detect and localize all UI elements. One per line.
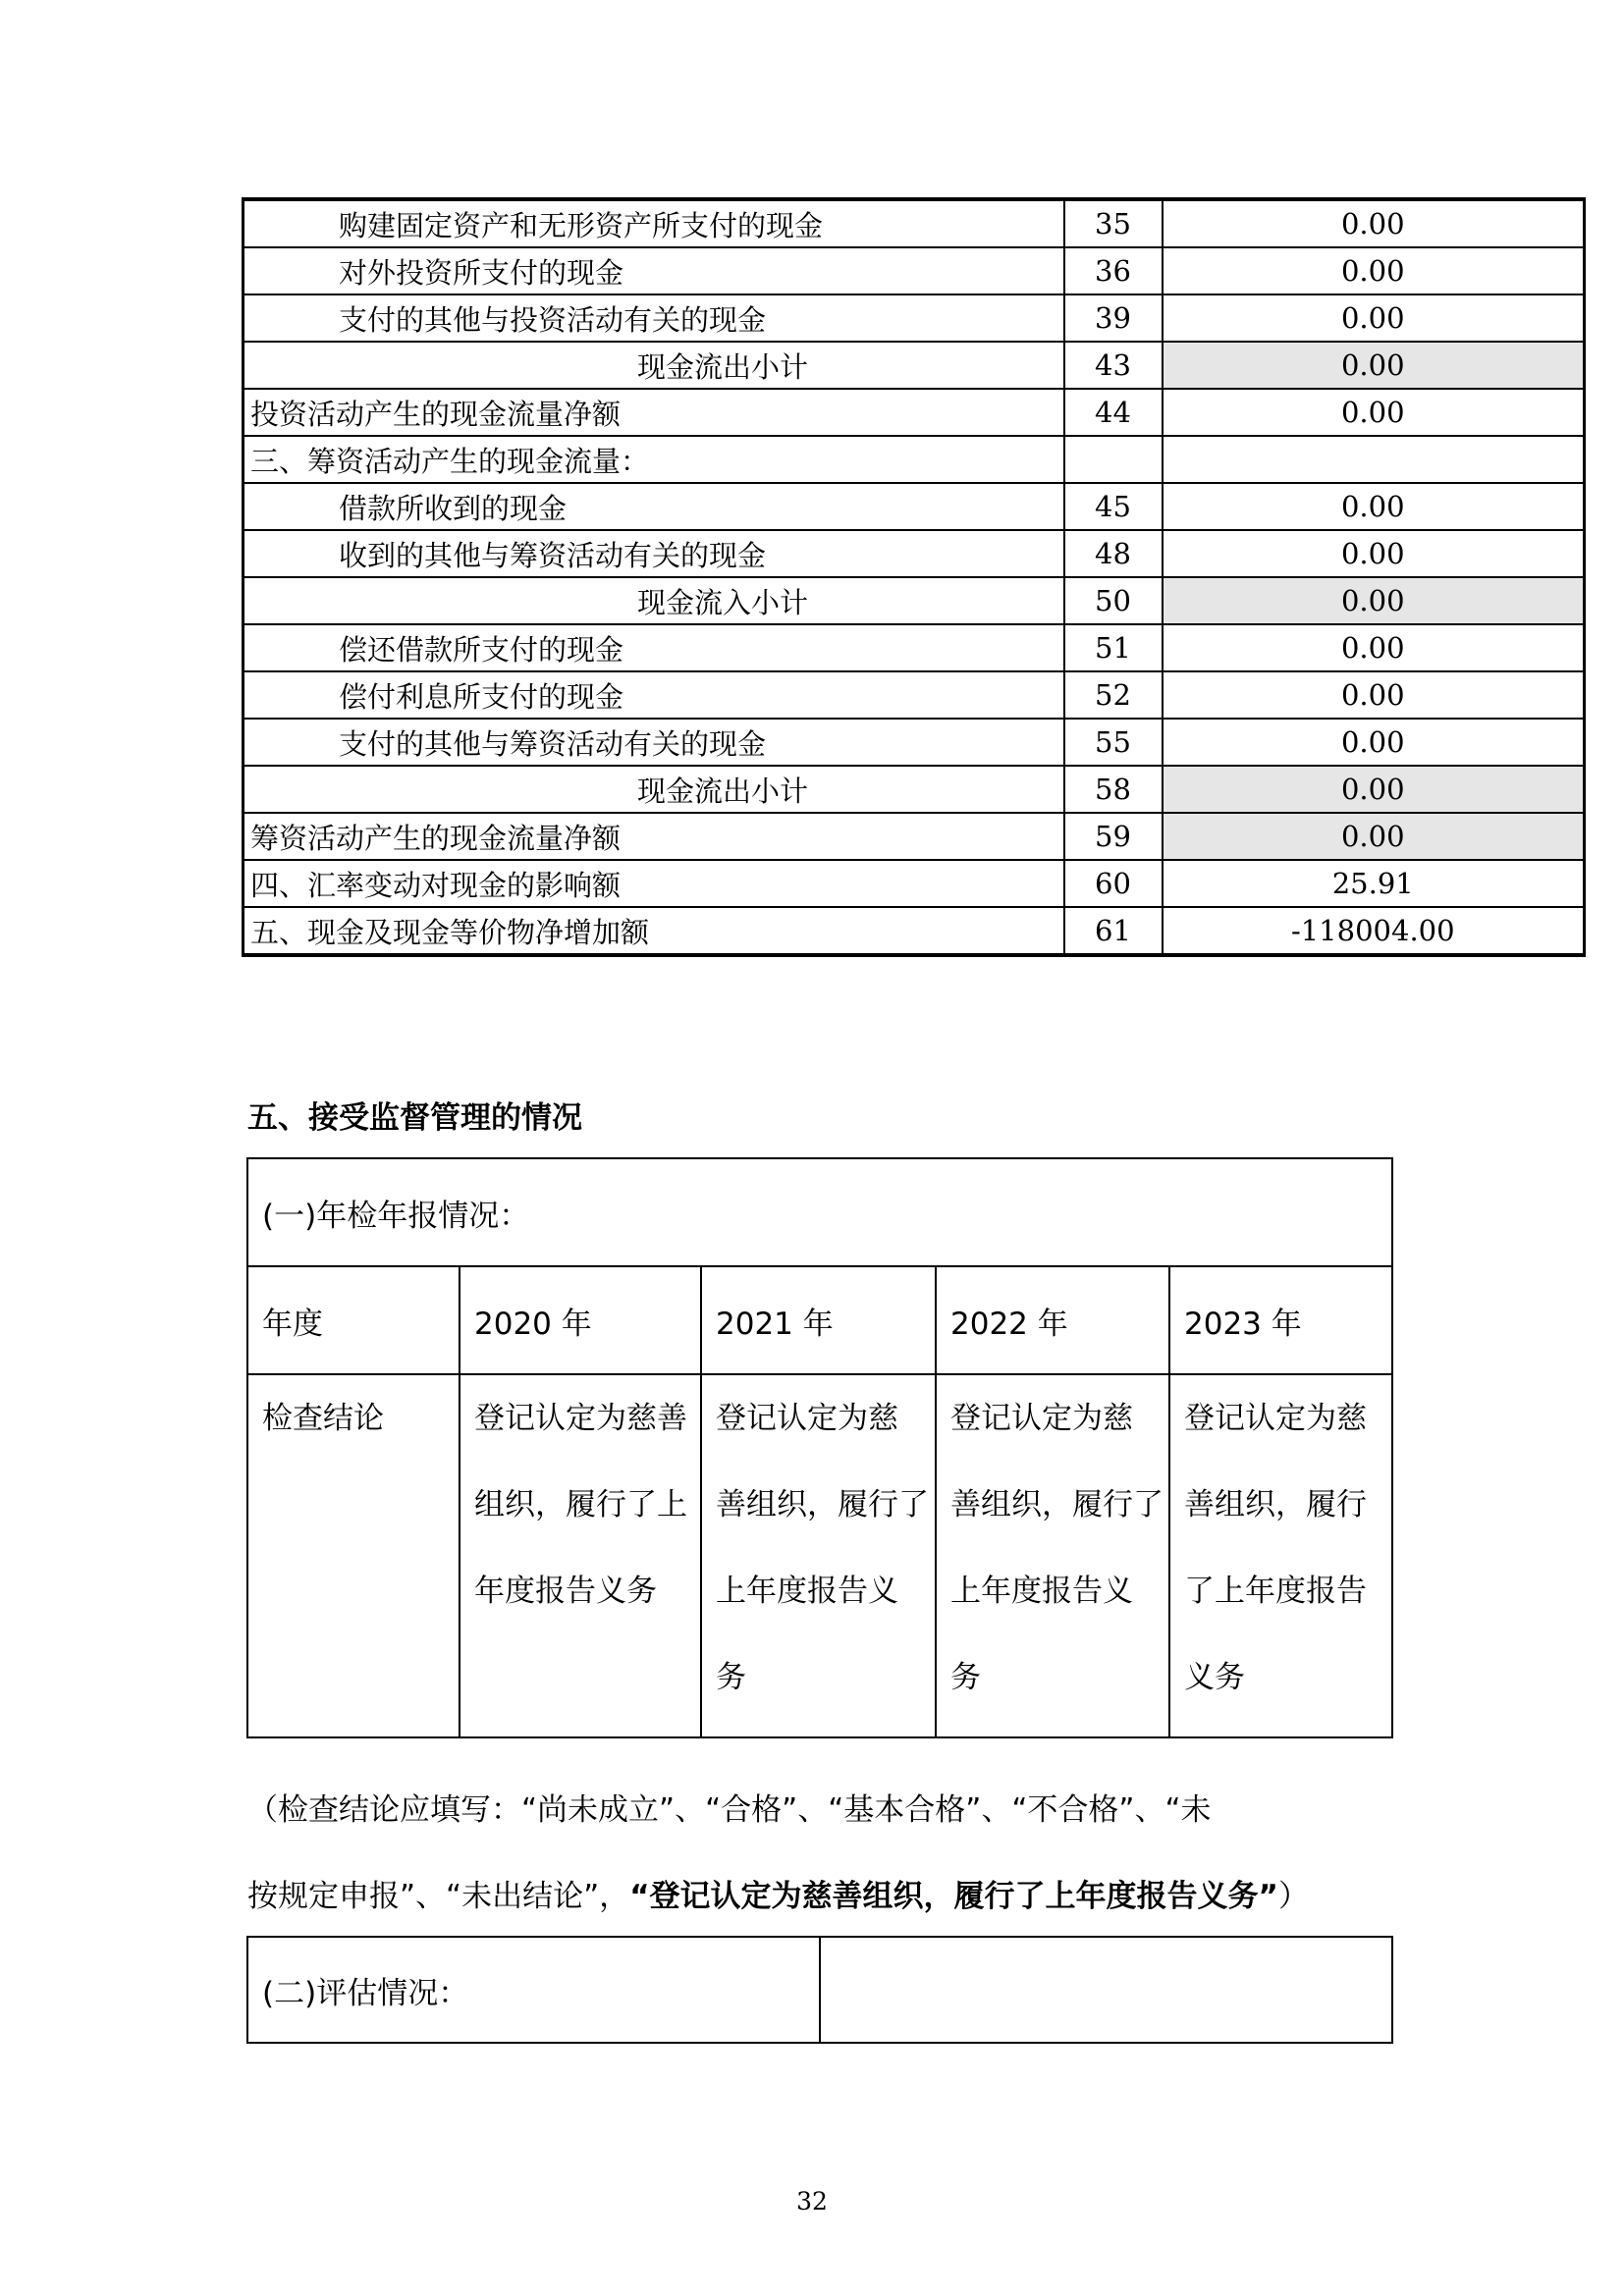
cash-flow-row — [244, 577, 1585, 624]
cash-flow-item-label: 现金流出小计 — [244, 342, 1064, 389]
conclusion-line: 善组织，履行 — [1184, 1487, 1367, 1522]
cash-flow-amount: 25.91 — [1163, 860, 1585, 907]
year-cell: 2021 年 — [701, 1266, 936, 1374]
cash-flow-line-number: 52 — [1064, 671, 1163, 719]
cash-flow-row — [244, 719, 1585, 766]
conclusion-line: 务 — [950, 1660, 981, 1695]
cash-flow-item-label: 支付的其他与投资活动有关的现金 — [244, 294, 1064, 342]
cash-flow-amount: 0.00 — [1163, 247, 1585, 294]
cash-flow-amount: 0.00 — [1163, 766, 1585, 813]
cash-flow-line-number: 35 — [1064, 199, 1163, 247]
cash-flow-amount: 0.00 — [1163, 483, 1585, 530]
cash-flow-row — [244, 294, 1585, 342]
conclusion-line: 上年度报告义 — [950, 1574, 1133, 1609]
cash-flow-line-number: 55 — [1064, 719, 1163, 766]
cash-flow-line-number: 61 — [1064, 907, 1163, 955]
conclusion-line: 登记认定为慈 — [716, 1401, 898, 1436]
note-line-1: （检查结论应填写：“尚未成立”、“合格”、“基本合格”、“不合格”、“未 — [247, 1792, 1212, 1828]
year-label: 年度 — [247, 1266, 460, 1374]
conclusion-line: 务 — [716, 1660, 746, 1695]
cash-flow-table-body — [244, 199, 1585, 955]
note-line-2 — [247, 1871, 1416, 1915]
evaluation-label: (二)评估情况： — [247, 1937, 820, 2043]
conclusion-cell — [701, 1374, 936, 1737]
cash-flow-item-label: 偿付利息所支付的现金 — [244, 671, 1064, 719]
cash-flow-item-label: 五、现金及现金等价物净增加额 — [244, 907, 1064, 955]
cash-flow-amount: 0.00 — [1163, 342, 1585, 389]
conclusion-cell — [1169, 1374, 1392, 1737]
cash-flow-row — [244, 624, 1585, 671]
conclusion-line: 登记认定为慈善 — [474, 1401, 687, 1436]
conclusion-label: 检查结论 — [247, 1374, 460, 1737]
cash-flow-line-number: 36 — [1064, 247, 1163, 294]
inspection-conclusion-row — [247, 1374, 1392, 1737]
cash-flow-amount: 0.00 — [1163, 719, 1585, 766]
cash-flow-amount: -118004.00 — [1163, 907, 1585, 955]
year-cell: 2020 年 — [460, 1266, 701, 1374]
conclusion-line: 组织，履行了上 — [474, 1487, 687, 1522]
cash-flow-row — [244, 813, 1585, 860]
cash-flow-line-number: 45 — [1064, 483, 1163, 530]
conclusion-line: 善组织，履行了 — [716, 1487, 929, 1522]
cash-flow-line-number: 44 — [1064, 389, 1163, 436]
cash-flow-row — [244, 907, 1585, 955]
cash-flow-amount: 0.00 — [1163, 624, 1585, 671]
conclusion-cell — [460, 1374, 701, 1737]
cash-flow-line-number: 51 — [1064, 624, 1163, 671]
conclusion-line: 善组织，履行了 — [950, 1487, 1164, 1522]
cash-flow-item-label: 购建固定资产和无形资产所支付的现金 — [244, 199, 1064, 247]
inspection-header-row — [247, 1158, 1392, 1266]
cash-flow-line-number: 50 — [1064, 577, 1163, 624]
conclusion-line: 年度报告义务 — [474, 1574, 657, 1609]
cash-flow-amount: 0.00 — [1163, 199, 1585, 247]
note-bold-text: “登记认定为慈善组织，履行了上年度报告义务” — [629, 1879, 1278, 1914]
conclusion-line: 登记认定为慈 — [1184, 1401, 1367, 1436]
cash-flow-row — [244, 342, 1585, 389]
cash-flow-amount: 0.00 — [1163, 389, 1585, 436]
cash-flow-item-label: 筹资活动产生的现金流量净额 — [244, 813, 1064, 860]
cash-flow-line-number — [1064, 436, 1163, 483]
cash-flow-item-label: 对外投资所支付的现金 — [244, 247, 1064, 294]
cash-flow-amount: 0.00 — [1163, 294, 1585, 342]
cash-flow-line-number: 39 — [1064, 294, 1163, 342]
year-cell: 2023 年 — [1169, 1266, 1392, 1374]
cash-flow-item-label: 四、汇率变动对现金的影响额 — [244, 860, 1064, 907]
inspection-years-row — [247, 1266, 1392, 1374]
cash-flow-row — [244, 671, 1585, 719]
cash-flow-row — [244, 860, 1585, 907]
cash-flow-amount — [1163, 436, 1585, 483]
conclusion-line: 了上年度报告 — [1184, 1574, 1367, 1609]
inspection-header: (一)年检年报情况： — [247, 1158, 1392, 1266]
cash-flow-item-label: 收到的其他与筹资活动有关的现金 — [244, 530, 1064, 577]
section-title: 五、接受监督管理的情况 — [247, 1100, 582, 1136]
cash-flow-row — [244, 530, 1585, 577]
inspection-table — [246, 1157, 1393, 1738]
evaluation-row — [247, 1937, 1392, 2043]
cash-flow-item-label: 偿还借款所支付的现金 — [244, 624, 1064, 671]
cash-flow-amount: 0.00 — [1163, 530, 1585, 577]
cash-flow-item-label: 借款所收到的现金 — [244, 483, 1064, 530]
cash-flow-line-number: 59 — [1064, 813, 1163, 860]
cash-flow-amount: 0.00 — [1163, 671, 1585, 719]
cash-flow-line-number: 60 — [1064, 860, 1163, 907]
cash-flow-line-number: 58 — [1064, 766, 1163, 813]
cash-flow-row — [244, 247, 1585, 294]
year-cell: 2022 年 — [936, 1266, 1169, 1374]
note-end-text: ） — [1277, 1879, 1309, 1914]
cash-flow-item-label: 支付的其他与筹资活动有关的现金 — [244, 719, 1064, 766]
cash-flow-item-label: 现金流出小计 — [244, 766, 1064, 813]
conclusion-line: 登记认定为慈 — [950, 1401, 1133, 1436]
cash-flow-line-number: 43 — [1064, 342, 1163, 389]
cash-flow-row — [244, 389, 1585, 436]
note-plain-text: 按规定申报”、“未出结论”， — [247, 1879, 630, 1914]
cash-flow-item-label: 投资活动产生的现金流量净额 — [244, 389, 1064, 436]
cash-flow-row — [244, 483, 1585, 530]
cash-flow-table — [242, 197, 1586, 957]
cash-flow-line-number: 48 — [1064, 530, 1163, 577]
cash-flow-row — [244, 436, 1585, 483]
conclusion-cell — [936, 1374, 1169, 1737]
cash-flow-item-label: 三、筹资活动产生的现金流量： — [244, 436, 1064, 483]
cash-flow-amount: 0.00 — [1163, 813, 1585, 860]
conclusion-line: 上年度报告义 — [716, 1574, 898, 1609]
evaluation-value — [820, 1937, 1392, 2043]
cash-flow-row — [244, 199, 1585, 247]
evaluation-table — [246, 1936, 1393, 2044]
conclusion-line: 义务 — [1184, 1660, 1245, 1695]
cash-flow-item-label: 现金流入小计 — [244, 577, 1064, 624]
cash-flow-row — [244, 766, 1585, 813]
cash-flow-amount: 0.00 — [1163, 577, 1585, 624]
page-number: 32 — [796, 2187, 828, 2216]
